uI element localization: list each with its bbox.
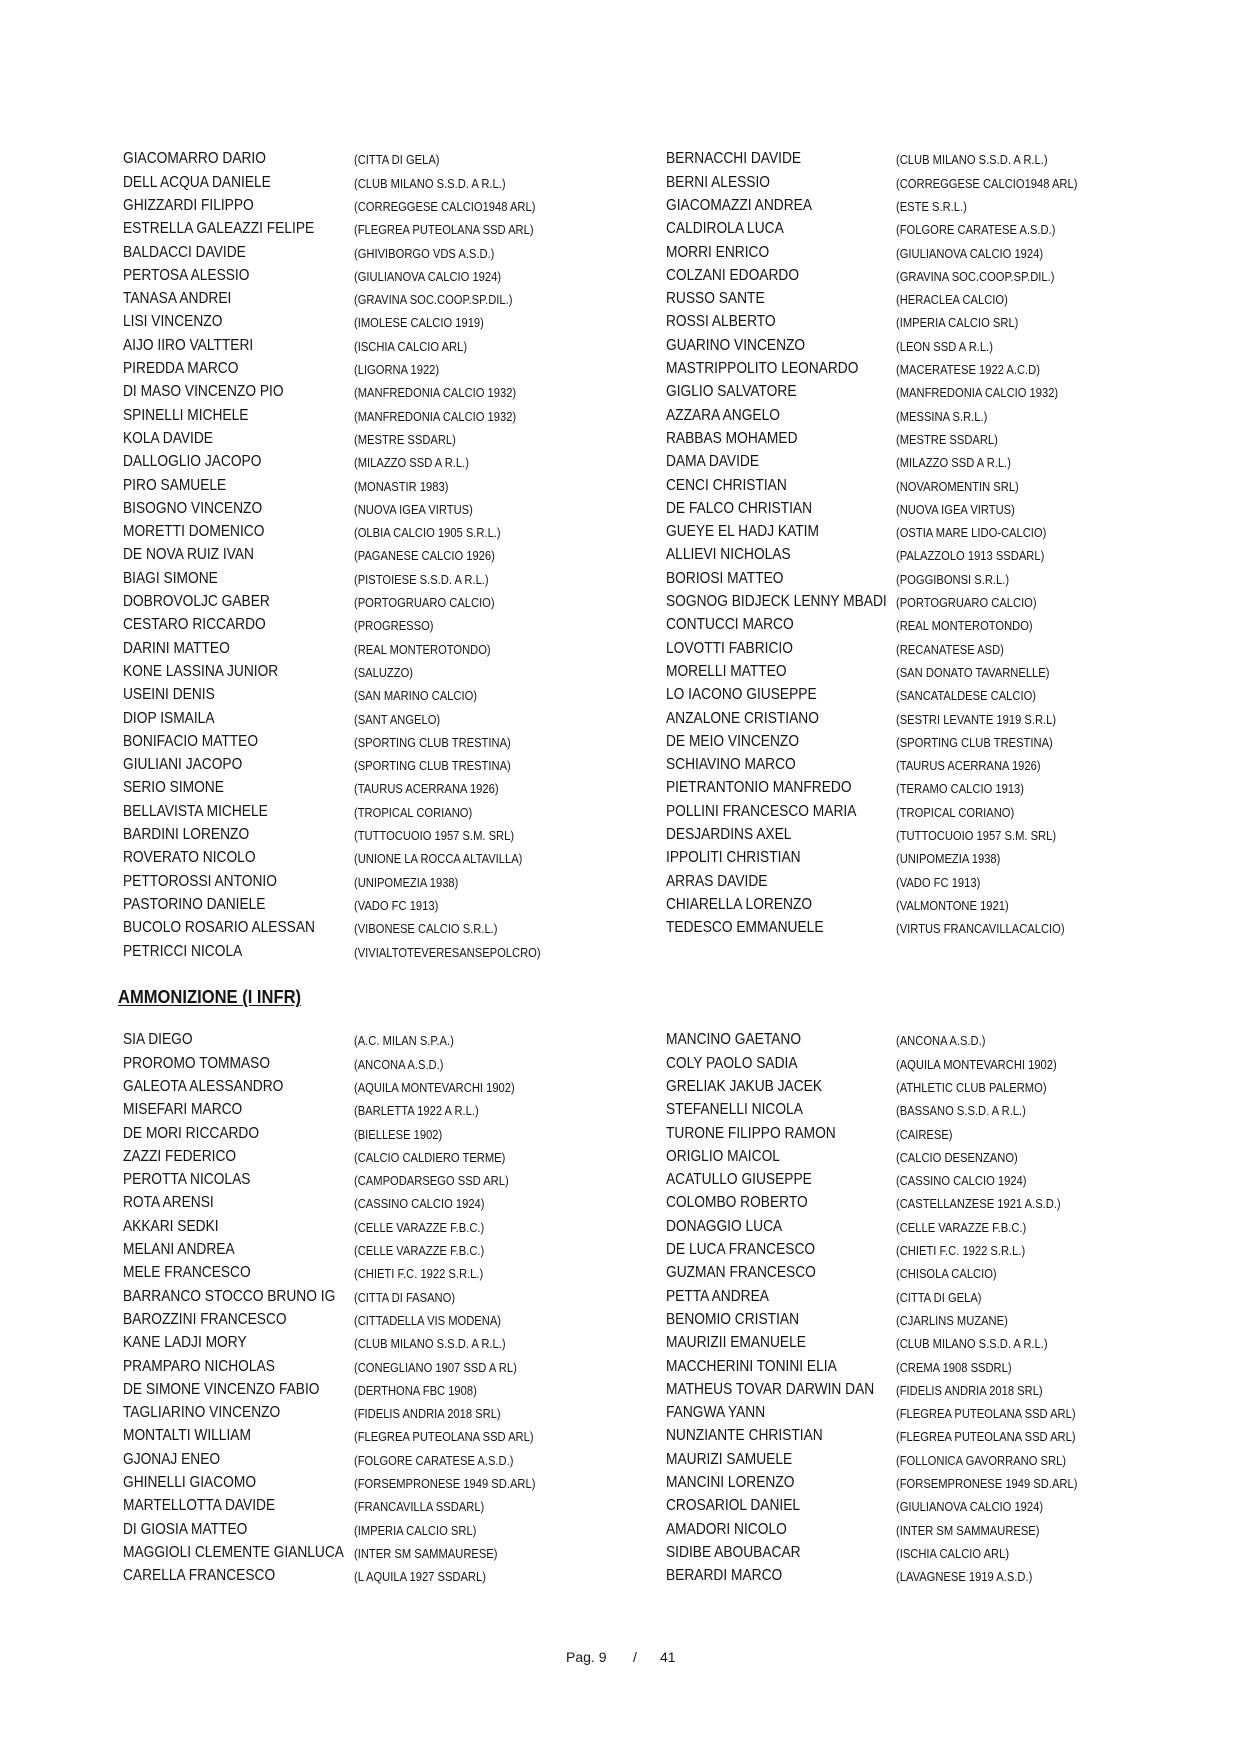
list-row-right bbox=[0, 217, 1241, 240]
player-name: GUEYE EL HADJ KATIM bbox=[666, 523, 819, 541]
player-name: PASTORINO DANIELE bbox=[123, 895, 266, 913]
club-name: (SESTRI LEVANTE 1919 S.R.L) bbox=[896, 711, 1057, 727]
list-row-right bbox=[0, 753, 1241, 776]
club-name: (CELLE VARAZZE F.B.C.) bbox=[896, 1219, 1027, 1235]
club-name: (SAN DONATO TAVARNELLE) bbox=[896, 664, 1050, 680]
player-name: KONE LASSINA JUNIOR bbox=[123, 662, 279, 680]
club-name: (UNIPOMEZIA 1938) bbox=[896, 851, 1001, 867]
player-name: ANZALONE CRISTIANO bbox=[666, 709, 819, 727]
player-name: DELL ACQUA DANIELE bbox=[123, 173, 271, 191]
list-row-right bbox=[0, 823, 1241, 846]
club-name: (MESTRE SSDARL) bbox=[896, 431, 998, 447]
club-name: (FLEGREA PUTEOLANA SSD ARL) bbox=[354, 1429, 534, 1445]
player-name: KOLA DAVIDE bbox=[123, 429, 213, 447]
player-name: PROROMO TOMMASO bbox=[123, 1054, 271, 1072]
club-name: (MESTRE SSDARL) bbox=[354, 431, 456, 447]
player-name: BALDACCI DAVIDE bbox=[123, 243, 246, 261]
player-name: ZAZZI FEDERICO bbox=[123, 1147, 237, 1165]
club-name: (CONEGLIANO 1907 SSD A RL) bbox=[354, 1359, 517, 1375]
club-name: (ISCHIA CALCIO ARL) bbox=[354, 338, 468, 354]
club-name: (GIULIANOVA CALCIO 1924) bbox=[896, 1499, 1044, 1515]
club-name: (CITTA DI GELA) bbox=[354, 152, 440, 168]
club-name: (ANCONA A.S.D.) bbox=[354, 1056, 444, 1072]
club-name: (BASSANO S.S.D. A R.L.) bbox=[896, 1103, 1026, 1119]
club-name: (MACERATESE 1922 A.C.D) bbox=[896, 362, 1040, 378]
player-list-ammonizione bbox=[0, 1028, 1241, 1598]
club-name: (IMOLESE CALCIO 1919) bbox=[354, 315, 484, 331]
club-name: (NUOVA IGEA VIRTUS) bbox=[896, 501, 1015, 517]
list-row-right bbox=[0, 427, 1241, 450]
club-name: (CASSINO CALCIO 1924) bbox=[354, 1196, 485, 1212]
club-name: (AQUILA MONTEVARCHI 1902) bbox=[354, 1079, 515, 1095]
player-name: ACATULLO GIUSEPPE bbox=[666, 1171, 812, 1189]
club-name: (CREMA 1908 SSDRL) bbox=[896, 1359, 1012, 1375]
list-row-right bbox=[0, 1424, 1241, 1447]
player-name: COLZANI EDOARDO bbox=[666, 266, 800, 284]
club-name: (CHIETI F.C. 1922 S.R.L.) bbox=[354, 1266, 484, 1282]
player-name: DI MASO VINCENZO PIO bbox=[123, 383, 284, 401]
player-name: ARRAS DAVIDE bbox=[666, 872, 768, 890]
player-name: MELE FRANCESCO bbox=[123, 1264, 251, 1282]
player-name: COLY PAOLO SADIA bbox=[666, 1054, 798, 1072]
club-name: (SPORTING CLUB TRESTINA) bbox=[354, 758, 511, 774]
list-row-right bbox=[0, 893, 1241, 916]
player-name: DE MEIO VINCENZO bbox=[666, 732, 800, 750]
player-name: ROSSI ALBERTO bbox=[666, 313, 776, 331]
list-row-right bbox=[0, 450, 1241, 473]
player-name: PETTOROSSI ANTONIO bbox=[123, 872, 277, 890]
list-row-right bbox=[0, 1494, 1241, 1517]
club-name: (FIDELIS ANDRIA 2018 SRL) bbox=[354, 1406, 501, 1422]
club-name: (FLEGREA PUTEOLANA SSD ARL) bbox=[896, 1429, 1076, 1445]
player-name: SIA DIEGO bbox=[123, 1031, 193, 1049]
list-row-right bbox=[0, 404, 1241, 427]
club-name: (MANFREDONIA CALCIO 1932) bbox=[354, 385, 517, 401]
player-name: GIACOMARRO DARIO bbox=[123, 150, 266, 168]
club-name: (LIGORNA 1922) bbox=[354, 362, 440, 378]
player-name: TEDESCO EMMANUELE bbox=[666, 919, 824, 937]
list-row-right bbox=[0, 916, 1241, 939]
player-name: MANCINI LORENZO bbox=[666, 1474, 795, 1492]
list-row-right bbox=[0, 800, 1241, 823]
list-row-right bbox=[0, 1215, 1241, 1238]
list-row-right bbox=[0, 613, 1241, 636]
list-row-right bbox=[0, 1355, 1241, 1378]
club-name: (FOLGORE CARATESE A.S.D.) bbox=[354, 1452, 514, 1468]
player-name: ORIGLIO MAICOL bbox=[666, 1147, 780, 1165]
list-row-right bbox=[0, 1191, 1241, 1214]
player-name: LISI VINCENZO bbox=[123, 313, 223, 331]
player-name: GALEOTA ALESSANDRO bbox=[123, 1077, 284, 1095]
club-name: (UNIONE LA ROCCA ALTAVILLA) bbox=[354, 851, 523, 867]
club-name: (GRAVINA SOC.COOP.SP.DIL.) bbox=[896, 268, 1055, 284]
club-name: (IMPERIA CALCIO SRL) bbox=[354, 1522, 477, 1538]
club-name: (FLEGREA PUTEOLANA SSD ARL) bbox=[896, 1406, 1076, 1422]
list-row-right bbox=[0, 147, 1241, 170]
player-name: BELLAVISTA MICHELE bbox=[123, 802, 268, 820]
player-name: MANCINO GAETANO bbox=[666, 1031, 802, 1049]
player-name: BONIFACIO MATTEO bbox=[123, 732, 259, 750]
player-name: LOVOTTI FABRICIO bbox=[666, 639, 793, 657]
page-total: 41 bbox=[660, 1649, 676, 1665]
club-name: (ATHLETIC CLUB PALERMO) bbox=[896, 1079, 1047, 1095]
player-name: BORIOSI MATTEO bbox=[666, 569, 784, 587]
club-name: (CHIETI F.C. 1922 S.R.L.) bbox=[896, 1243, 1026, 1259]
player-name: MONTALTI WILLIAM bbox=[123, 1427, 251, 1445]
player-name: MACCHERINI TONINI ELIA bbox=[666, 1357, 837, 1375]
club-name: (PISTOIESE S.S.D. A R.L.) bbox=[354, 571, 489, 587]
player-name: MAURIZII EMANUELE bbox=[666, 1334, 806, 1352]
player-name: MAURIZI SAMUELE bbox=[666, 1450, 793, 1468]
player-name: PEROTTA NICOLAS bbox=[123, 1171, 251, 1189]
club-name: (CALCIO DESENZANO) bbox=[896, 1149, 1018, 1165]
club-name: (OSTIA MARE LIDO-CALCIO) bbox=[896, 525, 1047, 541]
player-name: GJONAJ ENEO bbox=[123, 1450, 221, 1468]
player-name: TANASA ANDREI bbox=[123, 290, 232, 308]
list-row-right bbox=[0, 474, 1241, 497]
player-name: SPINELLI MICHELE bbox=[123, 406, 249, 424]
club-name: (SAN MARINO CALCIO) bbox=[354, 688, 477, 704]
club-name: (TROPICAL CORIANO) bbox=[354, 804, 473, 820]
club-name: (VADO FC 1913) bbox=[354, 897, 439, 913]
player-name: ROTA ARENSI bbox=[123, 1194, 214, 1212]
player-name: ESTRELLA GALEAZZI FELIPE bbox=[123, 220, 315, 238]
player-name: BENOMIO CRISTIAN bbox=[666, 1310, 800, 1328]
player-name: CROSARIOL DANIEL bbox=[666, 1497, 801, 1515]
club-name: (GRAVINA SOC.COOP.SP.DIL.) bbox=[354, 292, 513, 308]
list-row-right bbox=[0, 1564, 1241, 1587]
club-name: (INTER SM SAMMAURESE) bbox=[896, 1522, 1040, 1538]
club-name: (L AQUILA 1927 SSDARL) bbox=[354, 1569, 486, 1585]
list-row-right bbox=[0, 637, 1241, 660]
club-name: (FOLLONICA GAVORRANO SRL) bbox=[896, 1452, 1067, 1468]
club-name: (SANCATALDESE CALCIO) bbox=[896, 688, 1036, 704]
club-name: (CAIRESE) bbox=[896, 1126, 953, 1142]
player-name: AIJO IIRO VALTTERI bbox=[123, 336, 254, 354]
list-row-right bbox=[0, 567, 1241, 590]
player-name: SERIO SIMONE bbox=[123, 779, 224, 797]
list-row-right bbox=[0, 1331, 1241, 1354]
player-name: DI GIOSIA MATTEO bbox=[123, 1520, 248, 1538]
club-name: (POGGIBONSI S.R.L.) bbox=[896, 571, 1010, 587]
list-row-right bbox=[0, 1308, 1241, 1331]
club-name: (ISCHIA CALCIO ARL) bbox=[896, 1545, 1010, 1561]
club-name: (OLBIA CALCIO 1905 S.R.L.) bbox=[354, 525, 501, 541]
list-row-right bbox=[0, 497, 1241, 520]
club-name: (MONASTIR 1983) bbox=[354, 478, 449, 494]
list-row-right bbox=[0, 1518, 1241, 1541]
club-name: (INTER SM SAMMAURESE) bbox=[354, 1545, 498, 1561]
player-name: ROVERATO NICOLO bbox=[123, 849, 256, 867]
player-name: BARRANCO STOCCO BRUNO IG bbox=[123, 1287, 336, 1305]
club-name: (VIBONESE CALCIO S.R.L.) bbox=[354, 921, 498, 937]
list-row-right bbox=[0, 1168, 1241, 1191]
list-row-right bbox=[0, 1052, 1241, 1075]
player-name: BUCOLO ROSARIO ALESSAN bbox=[123, 919, 315, 937]
player-name: PRAMPARO NICHOLAS bbox=[123, 1357, 275, 1375]
player-name: CALDIROLA LUCA bbox=[666, 220, 784, 238]
list-row-right bbox=[0, 660, 1241, 683]
player-name: TURONE FILIPPO RAMON bbox=[666, 1124, 836, 1142]
list-row-left bbox=[0, 940, 1241, 963]
club-name: (CJARLINS MUZANE) bbox=[896, 1312, 1008, 1328]
club-name: (SPORTING CLUB TRESTINA) bbox=[354, 734, 511, 750]
club-name: (FRANCAVILLA SSDARL) bbox=[354, 1499, 485, 1515]
club-name: (SPORTING CLUB TRESTINA) bbox=[896, 734, 1053, 750]
club-name: (REAL MONTEROTONDO) bbox=[354, 641, 491, 657]
player-name: GIACOMAZZI ANDREA bbox=[666, 196, 813, 214]
list-row-right bbox=[0, 1075, 1241, 1098]
player-name: DARINI MATTEO bbox=[123, 639, 230, 657]
player-name: DIOP ISMAILA bbox=[123, 709, 215, 727]
list-row-right bbox=[0, 730, 1241, 753]
player-name: SCHIAVINO MARCO bbox=[666, 756, 796, 774]
club-name: (VIVIALTOTEVERESANSEPOLCRO) bbox=[354, 944, 541, 960]
club-name: (GIULIANOVA CALCIO 1924) bbox=[896, 245, 1044, 261]
club-name: (DERTHONA FBC 1908) bbox=[354, 1382, 477, 1398]
club-name: (MILAZZO SSD A R.L.) bbox=[354, 455, 469, 471]
list-row-right bbox=[0, 380, 1241, 403]
player-name: DALLOGLIO JACOPO bbox=[123, 453, 262, 471]
list-row-right bbox=[0, 776, 1241, 799]
player-name: DE MORI RICCARDO bbox=[123, 1124, 260, 1142]
club-name: (CLUB MILANO S.S.D. A R.L.) bbox=[354, 175, 506, 191]
player-name: PERTOSA ALESSIO bbox=[123, 266, 250, 284]
list-row-right bbox=[0, 171, 1241, 194]
player-name: GHIZZARDI FILIPPO bbox=[123, 196, 254, 214]
player-name: POLLINI FRANCESCO MARIA bbox=[666, 802, 857, 820]
player-name: GHINELLI GIACOMO bbox=[123, 1474, 257, 1492]
club-name: (IMPERIA CALCIO SRL) bbox=[896, 315, 1019, 331]
club-name: (CITTA DI GELA) bbox=[896, 1289, 982, 1305]
player-name: DONAGGIO LUCA bbox=[666, 1217, 783, 1235]
club-name: (CALCIO CALDIERO TERME) bbox=[354, 1149, 506, 1165]
player-name: DE FALCO CHRISTIAN bbox=[666, 499, 813, 517]
player-name: CESTARO RICCARDO bbox=[123, 616, 266, 634]
list-row-right bbox=[0, 264, 1241, 287]
player-name: GUZMAN FRANCESCO bbox=[666, 1264, 816, 1282]
player-name: PETRICCI NICOLA bbox=[123, 942, 243, 960]
player-name: IPPOLITI CHRISTIAN bbox=[666, 849, 801, 867]
club-name: (TUTTOCUOIO 1957 S.M. SRL) bbox=[896, 828, 1057, 844]
player-name: FANGWA YANN bbox=[666, 1404, 766, 1422]
list-row-right bbox=[0, 310, 1241, 333]
list-row-right bbox=[0, 1401, 1241, 1424]
player-name: PIRO SAMUELE bbox=[123, 476, 227, 494]
player-name: DE SIMONE VINCENZO FABIO bbox=[123, 1380, 320, 1398]
club-name: (PALAZZOLO 1913 SSDARL) bbox=[896, 548, 1045, 564]
list-row-right bbox=[0, 1261, 1241, 1284]
club-name: (NOVAROMENTIN SRL) bbox=[896, 478, 1019, 494]
list-row-right bbox=[0, 1145, 1241, 1168]
list-row-right bbox=[0, 1098, 1241, 1121]
club-name: (FORSEMPRONESE 1949 SD.ARL) bbox=[354, 1476, 536, 1492]
club-name: (LEON SSD A R.L.) bbox=[896, 338, 993, 354]
player-name: GIGLIO SALVATORE bbox=[666, 383, 797, 401]
player-name: LO IACONO GIUSEPPE bbox=[666, 686, 817, 704]
player-name: AKKARI SEDKI bbox=[123, 1217, 219, 1235]
list-row-right bbox=[0, 707, 1241, 730]
player-name: DE NOVA RUIZ IVAN bbox=[123, 546, 255, 564]
club-name: (VADO FC 1913) bbox=[896, 874, 981, 890]
club-name: (MANFREDONIA CALCIO 1932) bbox=[354, 408, 517, 424]
player-name: DE LUCA FRANCESCO bbox=[666, 1241, 816, 1259]
player-name: MISEFARI MARCO bbox=[123, 1101, 243, 1119]
player-name: DAMA DAVIDE bbox=[666, 453, 760, 471]
club-name: (FIDELIS ANDRIA 2018 SRL) bbox=[896, 1382, 1043, 1398]
list-row-right bbox=[0, 1448, 1241, 1471]
player-name: MAGGIOLI CLEMENTE GIANLUCA bbox=[123, 1543, 344, 1561]
club-name: (ANCONA A.S.D.) bbox=[896, 1033, 986, 1049]
player-name: SOGNOG BIDJECK LENNY MBADI bbox=[666, 593, 887, 611]
club-name: (CLUB MILANO S.S.D. A R.L.) bbox=[896, 152, 1048, 168]
club-name: (ESTE S.R.L.) bbox=[896, 198, 967, 214]
player-name: PETTA ANDREA bbox=[666, 1287, 769, 1305]
list-row-right bbox=[0, 1541, 1241, 1564]
list-row-right bbox=[0, 357, 1241, 380]
list-row-right bbox=[0, 194, 1241, 217]
club-name: (PORTOGRUARO CALCIO) bbox=[896, 595, 1037, 611]
club-name: (MANFREDONIA CALCIO 1932) bbox=[896, 385, 1059, 401]
club-name: (FOLGORE CARATESE A.S.D.) bbox=[896, 222, 1056, 238]
club-name: (MESSINA S.R.L.) bbox=[896, 408, 988, 424]
page-separator: / bbox=[633, 1649, 637, 1665]
list-row-right bbox=[0, 1122, 1241, 1145]
player-name: BARDINI LORENZO bbox=[123, 826, 250, 844]
club-name: (VALMONTONE 1921) bbox=[896, 897, 1009, 913]
list-row-right bbox=[0, 846, 1241, 869]
club-name: (TERAMO CALCIO 1913) bbox=[896, 781, 1024, 797]
list-row-right bbox=[0, 590, 1241, 613]
list-row-right bbox=[0, 1378, 1241, 1401]
player-name: COLOMBO ROBERTO bbox=[666, 1194, 808, 1212]
list-row-right bbox=[0, 334, 1241, 357]
list-row-right bbox=[0, 870, 1241, 893]
club-name: (LAVAGNESE 1919 A.S.D.) bbox=[896, 1569, 1033, 1585]
club-name: (CELLE VARAZZE F.B.C.) bbox=[354, 1243, 485, 1259]
club-name: (CORREGGESE CALCIO1948 ARL) bbox=[354, 198, 536, 214]
player-name: CARELLA FRANCESCO bbox=[123, 1567, 276, 1585]
club-name: (CELLE VARAZZE F.B.C.) bbox=[354, 1219, 485, 1235]
list-row-right bbox=[0, 287, 1241, 310]
player-name: AMADORI NICOLO bbox=[666, 1520, 787, 1538]
list-row-right bbox=[0, 241, 1241, 264]
club-name: (CAMPODARSEGO SSD ARL) bbox=[354, 1173, 509, 1189]
club-name: (CHISOLA CALCIO) bbox=[896, 1266, 997, 1282]
player-name: DESJARDINS AXEL bbox=[666, 826, 792, 844]
list-row-right bbox=[0, 1285, 1241, 1308]
player-name: GIULIANI JACOPO bbox=[123, 756, 243, 774]
player-name: PIETRANTONIO MANFREDO bbox=[666, 779, 852, 797]
list-row-right bbox=[0, 543, 1241, 566]
club-name: (CLUB MILANO S.S.D. A R.L.) bbox=[896, 1336, 1048, 1352]
club-name: (REAL MONTEROTONDO) bbox=[896, 618, 1033, 634]
list-row-right bbox=[0, 683, 1241, 706]
club-name: (BARLETTA 1922 A R.L.) bbox=[354, 1103, 479, 1119]
player-name: RUSSO SANTE bbox=[666, 290, 765, 308]
player-name: GUARINO VINCENZO bbox=[666, 336, 806, 354]
club-name: (AQUILA MONTEVARCHI 1902) bbox=[896, 1056, 1057, 1072]
player-name: MORRI ENRICO bbox=[666, 243, 770, 261]
player-name: BERNACCHI DAVIDE bbox=[666, 150, 802, 168]
player-name: NUNZIANTE CHRISTIAN bbox=[666, 1427, 823, 1445]
club-name: (SALUZZO) bbox=[354, 664, 414, 680]
club-name: (CASSINO CALCIO 1924) bbox=[896, 1173, 1027, 1189]
player-name: SIDIBE ABOUBACAR bbox=[666, 1543, 801, 1561]
player-name: KANE LADJI MORY bbox=[123, 1334, 247, 1352]
club-name: (PORTOGRUARO CALCIO) bbox=[354, 595, 495, 611]
club-name: (HERACLEA CALCIO) bbox=[896, 292, 1008, 308]
list-row-right bbox=[0, 1238, 1241, 1261]
player-name: MORETTI DOMENICO bbox=[123, 523, 265, 541]
player-list-continued bbox=[0, 147, 1241, 967]
club-name: (GIULIANOVA CALCIO 1924) bbox=[354, 268, 502, 284]
club-name: (PROGRESSO) bbox=[354, 618, 434, 634]
player-name: MORELLI MATTEO bbox=[666, 662, 787, 680]
club-name: (VIRTUS FRANCAVILLACALCIO) bbox=[896, 921, 1065, 937]
player-name: USEINI DENIS bbox=[123, 686, 215, 704]
club-name: (TROPICAL CORIANO) bbox=[896, 804, 1015, 820]
club-name: (TAURUS ACERRANA 1926) bbox=[896, 758, 1041, 774]
player-name: TAGLIARINO VINCENZO bbox=[123, 1404, 281, 1422]
player-name: RABBAS MOHAMED bbox=[666, 429, 798, 447]
club-name: (FLEGREA PUTEOLANA SSD ARL) bbox=[354, 222, 534, 238]
list-row-right bbox=[0, 520, 1241, 543]
player-name: MASTRIPPOLITO LEONARDO bbox=[666, 360, 859, 378]
club-name: (NUOVA IGEA VIRTUS) bbox=[354, 501, 473, 517]
page-number-label: Pag. 9 bbox=[566, 1649, 607, 1665]
club-name: (A.C. MILAN S.P.A.) bbox=[354, 1033, 454, 1049]
player-name: CENCI CHRISTIAN bbox=[666, 476, 787, 494]
player-name: BIAGI SIMONE bbox=[123, 569, 218, 587]
club-name: (CLUB MILANO S.S.D. A R.L.) bbox=[354, 1336, 506, 1352]
player-name: CONTUCCI MARCO bbox=[666, 616, 794, 634]
club-name: (TAURUS ACERRANA 1926) bbox=[354, 781, 499, 797]
player-name: BERARDI MARCO bbox=[666, 1567, 783, 1585]
list-row-right bbox=[0, 1028, 1241, 1051]
player-name: PIREDDA MARCO bbox=[123, 360, 239, 378]
club-name: (PAGANESE CALCIO 1926) bbox=[354, 548, 495, 564]
player-name: MATHEUS TOVAR DARWIN DAN bbox=[666, 1380, 875, 1398]
club-name: (CITTA DI FASANO) bbox=[354, 1289, 456, 1305]
club-name: (CITTADELLA VIS MODENA) bbox=[354, 1312, 502, 1328]
player-name: AZZARA ANGELO bbox=[666, 406, 780, 424]
player-name: BAROZZINI FRANCESCO bbox=[123, 1310, 287, 1328]
list-row-right bbox=[0, 1471, 1241, 1494]
section-heading-ammonizione: AMMONIZIONE (I INFR) bbox=[118, 987, 302, 1007]
club-name: (FORSEMPRONESE 1949 SD.ARL) bbox=[896, 1476, 1078, 1492]
club-name: (CORREGGESE CALCIO1948 ARL) bbox=[896, 175, 1078, 191]
club-name: (SANT ANGELO) bbox=[354, 711, 441, 727]
club-name: (MILAZZO SSD A R.L.) bbox=[896, 455, 1011, 471]
player-name: DOBROVOLJC GABER bbox=[123, 593, 270, 611]
player-name: ALLIEVI NICHOLAS bbox=[666, 546, 791, 564]
player-name: MARTELLOTTA DAVIDE bbox=[123, 1497, 276, 1515]
player-name: CHIARELLA LORENZO bbox=[666, 895, 813, 913]
club-name: (UNIPOMEZIA 1938) bbox=[354, 874, 459, 890]
club-name: (CASTELLANZESE 1921 A.S.D.) bbox=[896, 1196, 1061, 1212]
player-name: BISOGNO VINCENZO bbox=[123, 499, 263, 517]
club-name: (BIELLESE 1902) bbox=[354, 1126, 443, 1142]
club-name: (RECANATESE ASD) bbox=[896, 641, 1004, 657]
player-name: STEFANELLI NICOLA bbox=[666, 1101, 803, 1119]
player-name: GRELIAK JAKUB JACEK bbox=[666, 1077, 822, 1095]
player-name: MELANI ANDREA bbox=[123, 1241, 235, 1259]
club-name: (TUTTOCUOIO 1957 S.M. SRL) bbox=[354, 828, 515, 844]
player-name: BERNI ALESSIO bbox=[666, 173, 771, 191]
club-name: (GHIVIBORGO VDS A.S.D.) bbox=[354, 245, 495, 261]
